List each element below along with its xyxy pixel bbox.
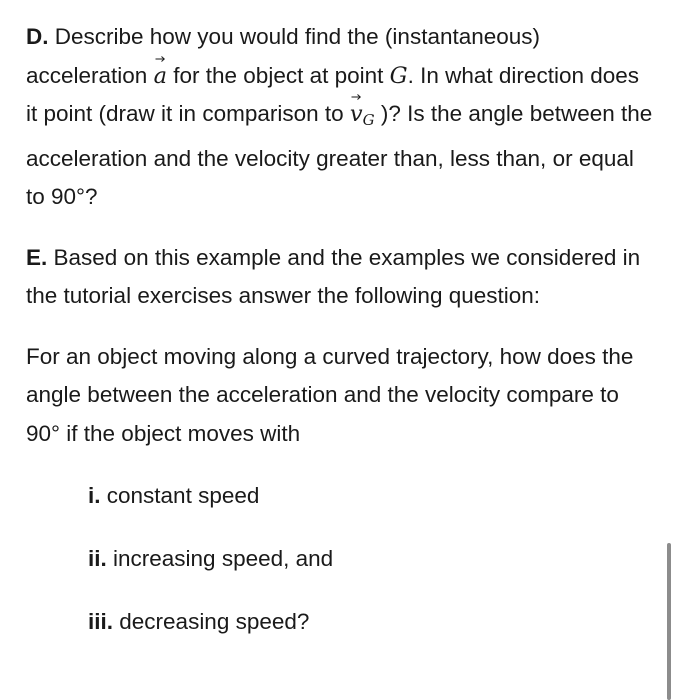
question-text: For an object moving along a curved trajectory, how does the angle between the acceleration and the velocity compare to 90° if the object moves with	[26, 343, 634, 446]
item-text: increasing speed, and	[106, 546, 334, 571]
part-d-paragraph	[26, 18, 656, 217]
item-label: i.	[88, 483, 101, 508]
part-e-text: Based on this example and the examples we considered in the tutorial exercises answer the following question:	[26, 244, 641, 308]
part-d-text-4: )? Is the angle between the acceleration and the velocity greater than, less than, or equal to 90°?	[26, 101, 653, 209]
part-d-text-1: Describe how you would find the (instantaneous) acceleration	[26, 24, 541, 88]
velocity-g-vector-symbol: v	[350, 95, 363, 134]
list-item	[88, 603, 656, 641]
part-e-paragraph	[26, 239, 656, 316]
part-e-label: E.	[26, 244, 48, 270]
point-g-symbol: G	[389, 62, 408, 89]
answer-options-list	[26, 477, 656, 641]
vertical-scrollbar[interactable]	[667, 543, 671, 700]
vector-arrow-icon	[351, 93, 361, 101]
item-label: ii.	[88, 546, 107, 571]
question-paragraph	[26, 338, 656, 454]
acceleration-vector-symbol: a	[154, 57, 167, 96]
list-item	[88, 540, 656, 578]
list-item	[88, 477, 656, 515]
question-document	[26, 18, 656, 641]
velocity-subscript: G	[362, 111, 375, 129]
vector-arrow-icon	[155, 55, 165, 63]
part-d-text-2: for the object at point	[167, 62, 390, 88]
part-d-label: D.	[26, 24, 49, 49]
item-text: decreasing speed?	[113, 609, 310, 634]
item-label: iii.	[88, 609, 114, 634]
part-d-text-3: . In what direction does it point (draw it in comparison to	[26, 62, 640, 126]
item-text: constant speed	[100, 483, 260, 508]
